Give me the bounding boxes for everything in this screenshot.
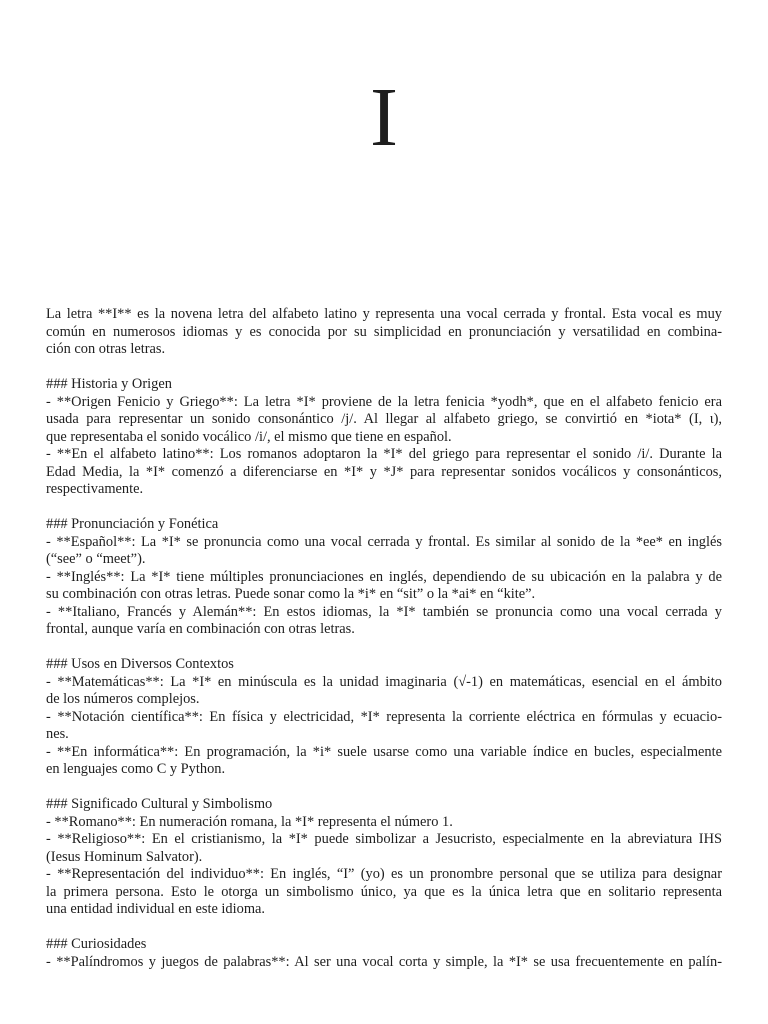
text-line: - **Romano**: En numeración romana, la *I* representa el número 1. [46, 813, 453, 830]
text-line: - **Matemáticas**: La *I* en minúscula es la unidad imaginaria (√-1) en matemáticas, esencial en el ámbito [46, 673, 722, 690]
text-line: en lenguajes como C y Python. [46, 761, 226, 777]
section-heading: ### Historia y Origen [46, 376, 172, 392]
paragraph-gap [46, 919, 722, 937]
text-line: usada para representar un sonido consonántico /j/. Al llegar al alfabeto griego, se convirtió en *iota* (Ι, ι), [46, 411, 722, 427]
text-line: su combinación con otras letras. Puede sonar como la *i* en “sit” o la *ai* en “kite”. [46, 586, 536, 602]
text-line: - **En informática**: En programación, la *i* suele usarse como una variable índice en bucles, especialmente [46, 743, 722, 760]
text-line: - **En el alfabeto latino**: Los romanos adoptaron la *I* del griego para representar el sonido /i/. Durante la [46, 446, 722, 462]
text-line: La letra **I** es la novena letra del alfabeto latino y representa una vocal cerrada y frontal. Esta vocal es muy [46, 306, 722, 322]
section-heading: ### Significado Cultural y Simbolismo [46, 796, 273, 812]
text-line: de los números complejos. [46, 691, 200, 707]
paragraph-gap [46, 779, 722, 797]
text-line: - **Religioso**: En el cristianismo, la *I* puede simbolizar a Jesucristo, especialmente en la abreviatura IHS [46, 831, 722, 847]
body-text [46, 306, 722, 971]
page-title: I [370, 71, 398, 164]
text-line: una entidad individual en este idioma. [46, 901, 266, 917]
section-heading: ### Pronunciación y Fonética [46, 516, 219, 532]
text-line: la primera persona. Esto le otorga un simbolismo único, ya que es la única letra que en solitario representa [46, 883, 722, 900]
text-line: - **Representación del individuo**: En inglés, “I” (yo) es un pronombre personal que se utiliza para designar [46, 866, 722, 882]
text-line: que representaba el sonido vocálico /i/, el mismo que tiene en español. [46, 428, 452, 445]
text-line: nes. [46, 726, 69, 742]
text-line: frontal, aunque varía en combinación con otras letras. [46, 621, 355, 637]
paragraph-gap [46, 499, 722, 517]
paragraph-gap [46, 639, 722, 657]
text-line: - **Inglés**: La *I* tiene múltiples pronunciaciones en inglés, dependiendo de su ubicación en la palabra y de [46, 568, 722, 585]
paragraph-gap [46, 359, 722, 377]
text-line: - **Italiano, Francés y Alemán**: En estos idiomas, la *I* también se pronuncia como una vocal cerrada y [46, 603, 722, 620]
text-line: respectivamente. [46, 481, 144, 497]
text-line: - **Español**: La *I* se pronuncia como una vocal cerrada y frontal. Es similar al sonido de la *ee* en inglés [46, 533, 722, 550]
text-line: - **Notación científica**: En física y electricidad, *I* representa la corriente eléctrica en fórmulas y ecuacio- [46, 708, 722, 725]
section-heading: ### Curiosidades [46, 936, 147, 952]
text-line: - **Palíndromos y juegos de palabras**: Al ser una vocal corta y simple, la *I* se usa frecuentemente en palín- [46, 953, 722, 970]
text-line: (“see” o “meet”). [46, 551, 146, 567]
text-line: (Iesus Hominum Salvator). [46, 848, 203, 865]
section-heading: ### Usos en Diversos Contextos [46, 656, 234, 672]
text-line: Edad Media, la *I* comenzó a diferenciarse en *I* y *J* para representar sonidos vocálicos y consonánticos, [46, 463, 722, 480]
text-line: común en numerosos idiomas y es conocida por su simplicidad en pronunciación y versatilidad en combina- [46, 323, 722, 340]
text-line: ción con otras letras. [46, 341, 166, 357]
text-line: - **Origen Fenicio y Griego**: La letra *I* proviene de la letra fenicia *yodh*, que en el alfabeto fenicio era [46, 393, 722, 410]
